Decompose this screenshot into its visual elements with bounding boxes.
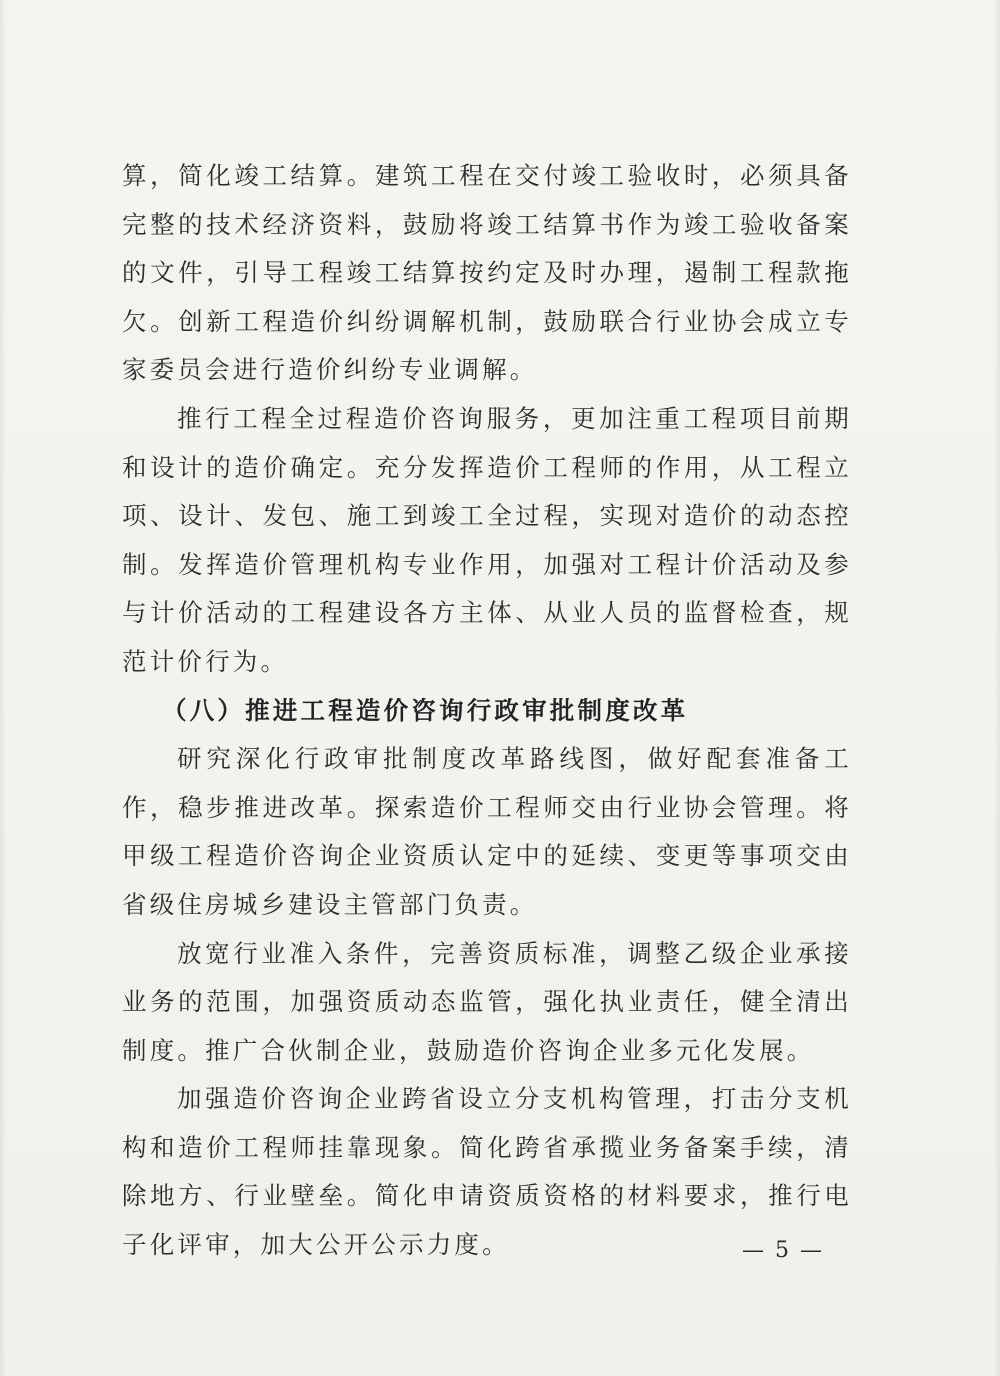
paragraph-approval-reform: 研究深化行政审批制度改革路线图，做好配套准备工作，稳步推进改革。探索造价工程师交由行业协会管理。将甲级工程造价咨询企业资质认定中的延续、变更等事项交由省级住房城乡建设主管部门负责。 xyxy=(122,744,852,919)
document-body xyxy=(122,152,852,1270)
paragraph-branch-management: 加强造价咨询企业跨省设立分支机构管理，打击分支机构和造价工程师挂靠现象。简化跨省承揽业务备案手续，清除地方、行业壁垒。简化申请资质资格的材料要求，推行电子化评审，加大公开公示力度。 xyxy=(122,1084,852,1260)
scan-edge-left xyxy=(0,0,6,1376)
page-number: — 5 — xyxy=(742,1238,824,1263)
paragraph-market-access: 放宽行业准入条件，完善资质标准，调整乙级企业承接业务的范围，加强资质动态监管，强化执业责任，健全清出制度。推广合伙制企业，鼓励造价咨询企业多元化发展。 xyxy=(122,938,852,1065)
scan-edge-right xyxy=(994,0,1000,1376)
paragraph-continuation: 算，简化竣工结算。建筑工程在交付竣工验收时，必须具备完整的技术经济资料，鼓励将竣工结算书作为竣工验收备案的文件，引导工程竣工结算按约定及时办理，遏制工程款拖欠。创新工程造价纠纷调解机制，鼓励联合行业协会成立专家委员会进行造价纠纷专业调解。 xyxy=(122,161,852,385)
section-heading-8: （八）推进工程造价咨询行政审批制度改革 xyxy=(162,695,689,725)
paragraph-full-process-consulting: 推行工程全过程造价咨询服务，更加注重工程项目前期和设计的造价确定。充分发挥造价工程师的作用，从工程立项、设计、发包、施工到竣工全过程，实现对造价的动态控制。发挥造价管理机构专业作用，加强对工程计价活动及参与计价活动的工程建设各方主体、从业人员的监督检查，规范计价行为。 xyxy=(122,403,852,676)
